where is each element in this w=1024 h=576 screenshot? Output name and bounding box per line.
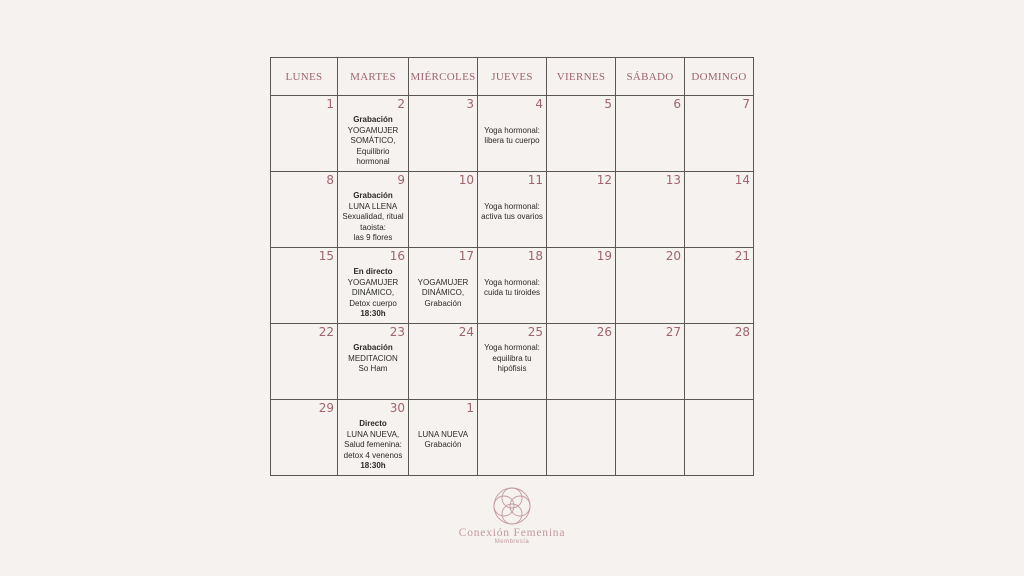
event-line — [410, 267, 476, 278]
event-block — [479, 343, 545, 375]
day-number: 21 — [734, 249, 750, 263]
weekday-header-row — [271, 58, 754, 96]
day-number: 7 — [742, 97, 750, 111]
event-line: libera tu cuerpo — [484, 136, 540, 145]
day-number: 30 — [389, 401, 405, 415]
event-block — [410, 419, 476, 451]
day-number: 9 — [397, 173, 405, 187]
event-block — [479, 115, 545, 147]
day-number: 18 — [527, 249, 543, 263]
calendar-body — [271, 96, 754, 476]
day-cell — [409, 248, 478, 324]
event-line: cuida tu tiroides — [483, 288, 541, 297]
event-line: YOGAMUJER — [347, 125, 399, 135]
day-number: 24 — [458, 325, 474, 339]
event-line: hipófisis — [497, 364, 527, 373]
event-line: Yoga hormonal: — [484, 343, 540, 352]
weekday-header-4: VIERNES — [547, 58, 616, 96]
event-highlight: 18:30h — [360, 309, 386, 318]
day-cell — [409, 96, 478, 172]
brand-name: Conexión Femenina — [458, 527, 566, 539]
event-line: LUNA NUEVA — [417, 429, 469, 439]
day-cell — [685, 248, 754, 324]
day-cell — [409, 324, 478, 400]
day-cell — [685, 400, 754, 476]
day-number: 26 — [596, 325, 612, 339]
day-number: 2 — [397, 97, 405, 111]
day-number: 23 — [389, 325, 405, 339]
event-line: DINÁMICO, — [351, 288, 395, 297]
weekday-header-5: SÁBADO — [616, 58, 685, 96]
day-number: 29 — [318, 401, 334, 415]
weekday-header-2: MIÉRCOLES — [409, 58, 478, 96]
week-row — [271, 96, 754, 172]
event-line: Grabación — [424, 298, 462, 308]
weekday-header-1: MARTES — [338, 58, 409, 96]
day-cell — [478, 96, 547, 172]
day-number: 8 — [326, 173, 334, 187]
event-line: Equilibrio hormonal — [356, 146, 390, 166]
event-line: detox 4 venenos — [343, 450, 403, 460]
weekday-header-3: JUEVES — [478, 58, 547, 96]
day-number: 6 — [673, 97, 681, 111]
event-line — [479, 267, 545, 278]
day-number: 3 — [466, 97, 474, 111]
event-line: Grabación — [424, 440, 462, 449]
day-number: 16 — [389, 249, 405, 263]
day-cell — [271, 248, 338, 324]
week-row — [271, 400, 754, 476]
day-cell — [547, 324, 616, 400]
day-cell — [685, 172, 754, 248]
event-line — [410, 419, 476, 430]
event-highlight: 18:30h — [360, 461, 386, 470]
event-block — [339, 191, 407, 244]
day-number: 22 — [318, 325, 334, 339]
day-number: 14 — [734, 173, 750, 187]
event-line: Yoga hormonal: — [484, 125, 540, 135]
day-number: 19 — [596, 249, 612, 263]
event-highlight: En directo — [353, 267, 393, 276]
event-block — [339, 267, 407, 320]
day-cell — [616, 96, 685, 172]
event-line: SOMÁTICO, — [350, 136, 396, 145]
day-cell — [338, 324, 409, 400]
day-cell — [685, 96, 754, 172]
day-cell — [338, 96, 409, 172]
day-cell — [338, 172, 409, 248]
day-cell — [478, 248, 547, 324]
week-row — [271, 248, 754, 324]
day-number: 17 — [458, 249, 474, 263]
event-block — [339, 115, 407, 168]
flower-of-life-icon — [485, 486, 539, 526]
event-line: Yoga hormonal: — [484, 277, 540, 287]
day-cell — [478, 172, 547, 248]
event-line: taoista: — [360, 222, 386, 232]
day-number: 10 — [458, 173, 474, 187]
weekday-header-0: LUNES — [271, 58, 338, 96]
day-cell — [271, 324, 338, 400]
day-number: 4 — [535, 97, 543, 111]
day-cell — [685, 324, 754, 400]
event-line: Detox cuerpo — [349, 298, 397, 308]
day-cell — [271, 172, 338, 248]
event-line: MEDITACION — [348, 353, 398, 363]
day-cell — [338, 400, 409, 476]
day-number: 27 — [665, 325, 681, 339]
day-number: 28 — [734, 325, 750, 339]
week-row — [271, 324, 754, 400]
event-line: equilibra tu — [492, 353, 532, 363]
day-cell — [616, 324, 685, 400]
brand-subtitle: Membresía — [494, 539, 530, 545]
event-line: So Ham — [358, 364, 388, 373]
monthly-calendar — [270, 57, 754, 476]
day-number: 12 — [596, 173, 612, 187]
day-number: 1 — [466, 401, 474, 415]
event-line: las 9 flores — [353, 233, 393, 242]
day-cell — [547, 172, 616, 248]
event-line: DINÁMICO, — [421, 288, 465, 297]
weekday-header-6: DOMINGO — [685, 58, 754, 96]
event-line — [479, 191, 545, 202]
day-cell — [478, 324, 547, 400]
day-number: 1 — [326, 97, 334, 111]
event-block — [410, 267, 476, 309]
event-block — [479, 267, 545, 299]
week-row — [271, 172, 754, 248]
day-number: 5 — [604, 97, 612, 111]
day-cell — [271, 400, 338, 476]
event-line: Yoga hormonal: — [484, 201, 540, 211]
event-line: Salud femenina: — [344, 440, 402, 449]
day-number: 13 — [665, 173, 681, 187]
day-cell — [409, 172, 478, 248]
day-cell — [478, 400, 547, 476]
day-number: 15 — [318, 249, 334, 263]
event-line: YOGAMUJER — [417, 277, 469, 287]
event-line: activa tus ovarios — [481, 212, 543, 221]
day-number: 20 — [665, 249, 681, 263]
event-highlight: Directo — [359, 419, 387, 428]
event-line: YOGAMUJER — [347, 277, 399, 287]
event-block — [339, 419, 407, 472]
event-line: LUNA NUEVA, — [346, 429, 400, 439]
day-cell — [547, 96, 616, 172]
day-cell — [616, 172, 685, 248]
day-cell — [547, 400, 616, 476]
day-number: 11 — [527, 173, 543, 187]
event-line: Sexualidad, ritual — [342, 212, 404, 221]
event-highlight: Grabación — [353, 191, 393, 200]
event-block — [339, 343, 407, 375]
event-block — [479, 191, 545, 223]
brand-logo — [452, 486, 572, 554]
day-cell — [338, 248, 409, 324]
day-cell — [547, 248, 616, 324]
event-highlight: Grabación — [353, 343, 393, 352]
day-cell — [616, 400, 685, 476]
day-cell — [409, 400, 478, 476]
event-line: LUNA LLENA — [348, 201, 398, 211]
day-cell — [271, 96, 338, 172]
day-cell — [616, 248, 685, 324]
day-number: 25 — [527, 325, 543, 339]
event-highlight: Grabación — [353, 115, 393, 124]
event-line — [479, 115, 545, 126]
